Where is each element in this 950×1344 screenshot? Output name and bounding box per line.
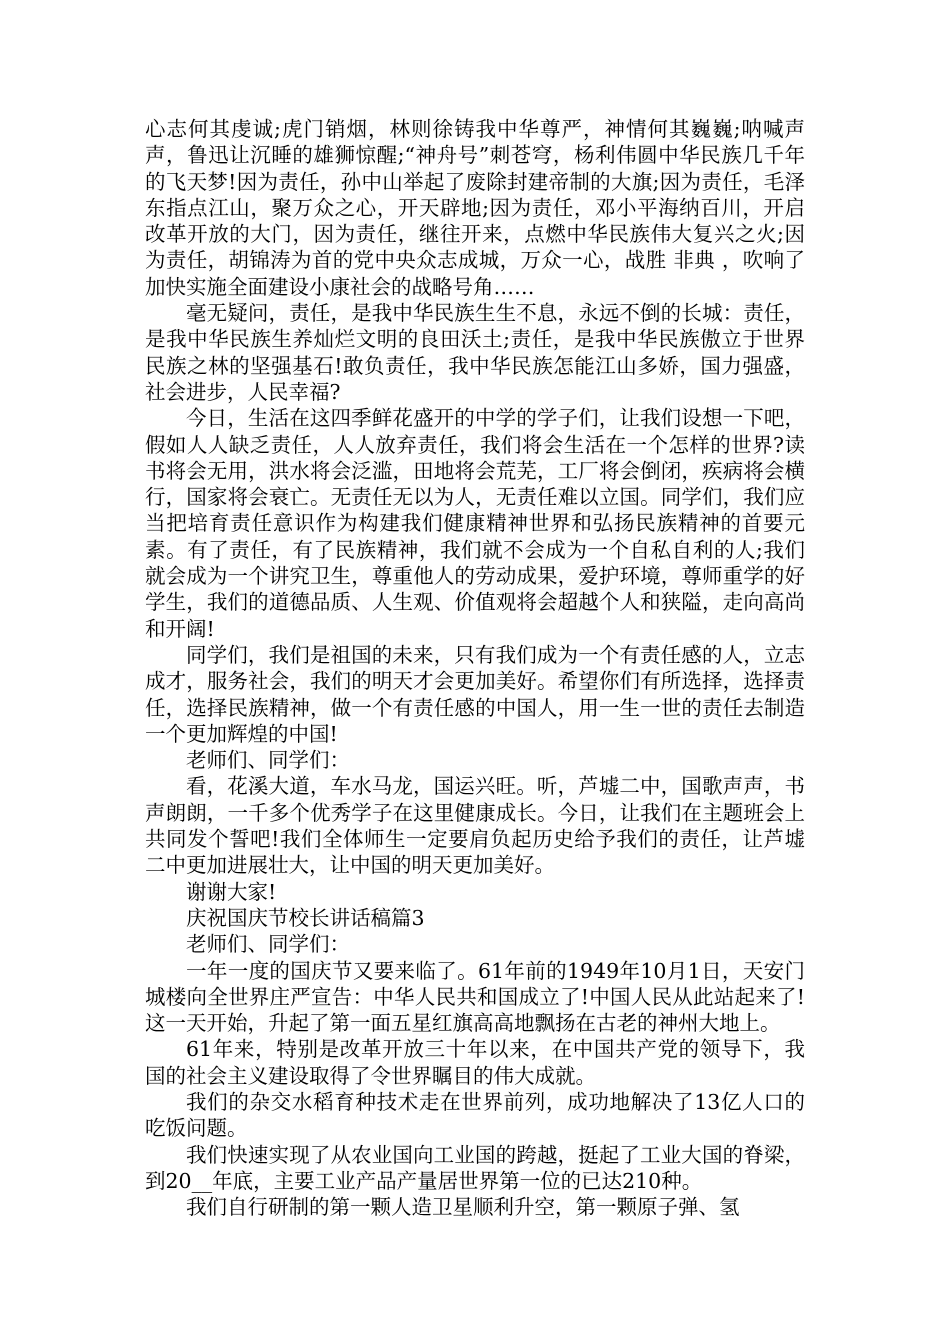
paragraph-8: 我们的杂交水稻育种技术走在世界前列，成功地解决了13亿人口的吃饭问题。 <box>145 1089 805 1141</box>
paragraph-7: 61年来，特别是改革开放三十年以来，在中国共产党的领导下，我国的社会主义建设取得了令世界瞩目的伟大成就。 <box>145 1037 805 1088</box>
document-page <box>145 116 805 1220</box>
paragraph-2: 毫无疑问，责任，是我中华民族生生不息，永远不倒的长城：责任，是我中华民族生养灿烂文明的良田沃土;责任，是我中华民族傲立于世界民族之林的坚强基石!敢负责任，我中华民族怎能江山多娇，国力强盛，社会进步，人民幸福? <box>145 301 805 404</box>
salutation-1: 老师们、同学们： <box>186 748 350 773</box>
paragraph-1: 心志何其虔诚;虎门销烟，林则徐铸我中华尊严，神情何其巍巍;呐喊声声，鲁迅让沉睡的雄狮惊醒;“神舟号”刺苍穹，杨利伟圆中华民族几千年的飞天梦!因为责任，孙中山举起了废除封建帝制的大旗;因为责任，毛泽东指点江山，聚万众之心，开天辟地;因为责任，邓小平海纳百川，开启改革开放的大门，因为责任，继往开来，点燃中华民族伟大复兴之火;因为责任，胡锦涛为首的党中央众志成城，万众一心，战胜 非典 ，吹响了加快实施全面建设小康社会的战略号角…… <box>145 117 805 299</box>
paragraph-9: 我们快速实现了从农业国向工业国的跨越，挺起了工业大国的脊梁，到20__年底，主要工业产品产量居世界第一位的已达210种。 <box>145 1142 805 1193</box>
salutation-2: 老师们、同学们： <box>186 932 350 957</box>
paragraph-3: 今日，生活在这四季鲜花盛开的中学的学子们，让我们设想一下吧，假如人人缺乏责任，人人放弃责任，我们将会生活在一个怎样的世界?读书将会无用，洪水将会泛滥，田地将会荒芜，工厂将会倒闭，疾病将会横行，国家将会衰亡。无责任无以为人，无责任难以立国。同学们，我们应当把培育责任意识作为构建我们健康精神世界和弘扬民族精神的首要元素。有了责任，有了民族精神，我们就不会成为一个自私自利的人;我们就会成为一个讲究卫生，尊重他人的劳动成果，爱护环境，尊师重学的好学生，我们的道德品质、人生观、价值观将会超越个人和狭隘，走向高尚和开阔! <box>145 406 805 641</box>
closing-thanks: 谢谢大家! <box>186 879 277 904</box>
section-heading: 庆祝国庆节校长讲话稿篇3 <box>186 905 425 930</box>
paragraph-4: 同学们，我们是祖国的未来，只有我们成为一个有责任感的人，立志成才，服务社会，我们的明天才会更加美好。希望你们有所选择，选择责任，选择民族精神，做一个有责任感的中国人，用一生一世的责任去制造一个更加辉煌的中国! <box>145 642 805 746</box>
paragraph-5: 看，花溪大道，车水马龙，国运兴旺。听，芦墟二中，国歌声声，书声朗朗，一千多个优秀学子在这里健康成长。今日，让我们在主题班会上共同发个誓吧!我们全体师生一定要肩负起历史给予我们的责任，让芦墟二中更加进展壮大，让中国的明天更加美好。 <box>145 774 805 878</box>
paragraph-10: 我们自行研制的第一颗人造卫星顺利升空，第一颗原子弹、氢 <box>186 1195 740 1220</box>
paragraph-6: 一年一度的国庆节又要来临了。61年前的1949年10月1日，天安门城楼向全世界庄严宣告：中华人民共和国成立了!中国人民从此站起来了!这一天开始，升起了第一面五星红旗高高地飘扬在古老的神州大地上。 <box>145 958 805 1036</box>
